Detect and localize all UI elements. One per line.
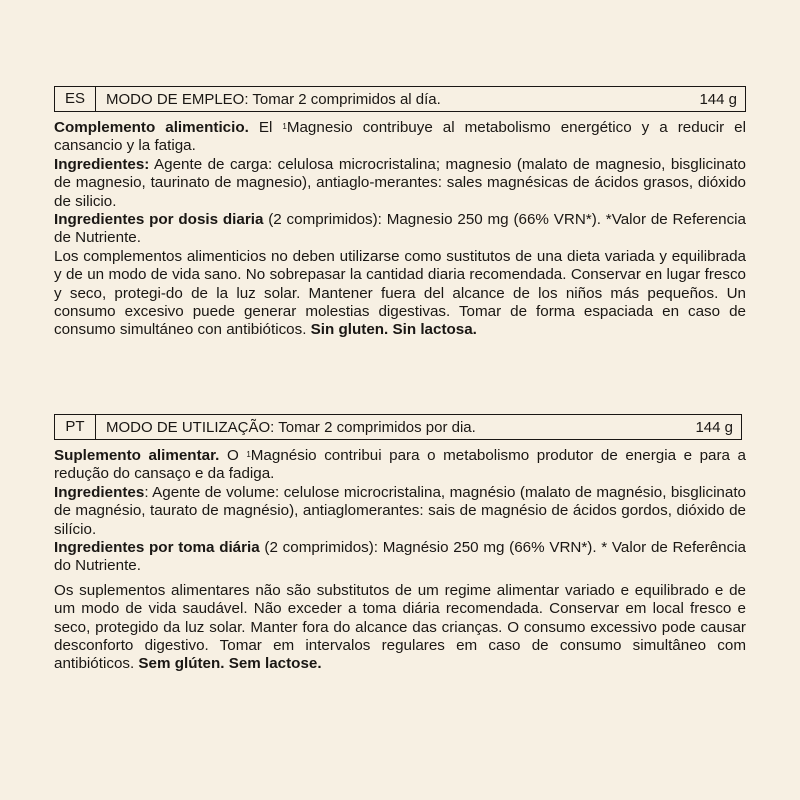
ingredients-list: : Agente de volume: celulose microcristalina, magnésio (malato de magnésio, bisglicinato de magnésio, taurato de magnésio), antiaglomerantes: sais de magnésio de ácidos gordos, dióxido de silício. [54,483,746,538]
description-paragraph [54,447,746,484]
daily-dose-text: (2 comprimidos): Magnesio 250 mg (66% VRN*). *Valor de Referencia de Nutriente. [54,211,746,247]
spanish-usage-header [54,86,746,112]
description-prefix: El [248,119,283,136]
portuguese-label-text [54,447,746,674]
footnote-marker: 1 [282,122,287,131]
portuguese-section [54,414,746,674]
allergen-claims: Sem glúten. Sem lactose. [138,655,322,673]
usage-instructions: MODO DE UTILIZAÇÃO: Tomar 2 comprimidos por dia. [106,418,476,436]
daily-dose-paragraph [54,211,746,248]
allergen-claims: Sin gluten. Sin lactosa. [310,321,477,339]
net-weight: 144 g [699,90,737,108]
usage-instructions: MODO DE EMPLEO: Tomar 2 comprimidos al día. [106,90,441,108]
health-claim: Magnesio contribuye al metabolismo energético y a reducir el cansancio y la fatiga. [54,119,746,155]
ingredients-list: Agente de carga: celulosa microcristalina; magnesio (malato de magnesio, bisglicinato de magnesio, taurinato de magnesio), antiaglo-merantes: sales magnésicas de ácidos grasos, dióxido de silicio. [54,155,746,210]
warnings-text: Os suplementos alimentares não são substitutos de um regime alimentar variado e equilibrado e de um modo de vida saudável. Não exceder a toma diária recomendada. Conservar em local fresco e seco, protegido da luz solar. Manter fora do alcance das crianças. O consumo excessivo pode causar desconforto digestivo. Tomar em intervalos regulares em caso de consumo simultâneo com antibióticos. [54,581,746,673]
daily-dose-heading: Ingredientes por toma diária [54,539,260,557]
warnings-text: Los complementos alimenticios no deben utilizarse como sustitutos de una dieta variada y equilibrada y de un modo de vida sano. No sobrepasar la cantidad diaria recomendada. Conservar en lugar fresco y seco, protegi-do de la luz solar. Mantener fuera del alcance de los niños más pequeños. Un consumo excesivo puede generar molestias digestivas. Tomar de forma espaciada en caso de consumo simultáneo con antibióticos. [54,247,746,339]
ingredients-paragraph [54,484,746,539]
description-prefix: O [219,447,247,464]
portuguese-usage-header [54,414,742,440]
product-type: Suplemento alimentar. [54,447,220,464]
net-weight: 144 g [695,418,733,436]
daily-dose-paragraph [54,539,746,576]
product-type: Complemento alimenticio. [54,119,249,136]
ingredients-heading: Ingredientes [54,483,145,501]
daily-dose-heading: Ingredientes por dosis diaria [54,211,264,229]
language-code: PT [55,415,96,439]
daily-dose-text: (2 comprimidos): Magnésio 250 mg (66% VRN*). * Valor de Referência do Nutriente. [54,539,746,575]
footnote-marker: 1 [246,450,251,459]
warnings-paragraph [54,582,746,674]
spanish-section [54,86,746,340]
warnings-paragraph [54,248,746,340]
spanish-label-text [54,119,746,340]
ingredients-paragraph [54,156,746,211]
language-code: ES [55,87,96,111]
ingredients-heading: Ingredientes: [54,155,150,173]
health-claim: Magnésio contribui para o metabolismo produtor de energia e para a redução do cansaço e da fadiga. [54,447,746,483]
description-paragraph [54,119,746,156]
